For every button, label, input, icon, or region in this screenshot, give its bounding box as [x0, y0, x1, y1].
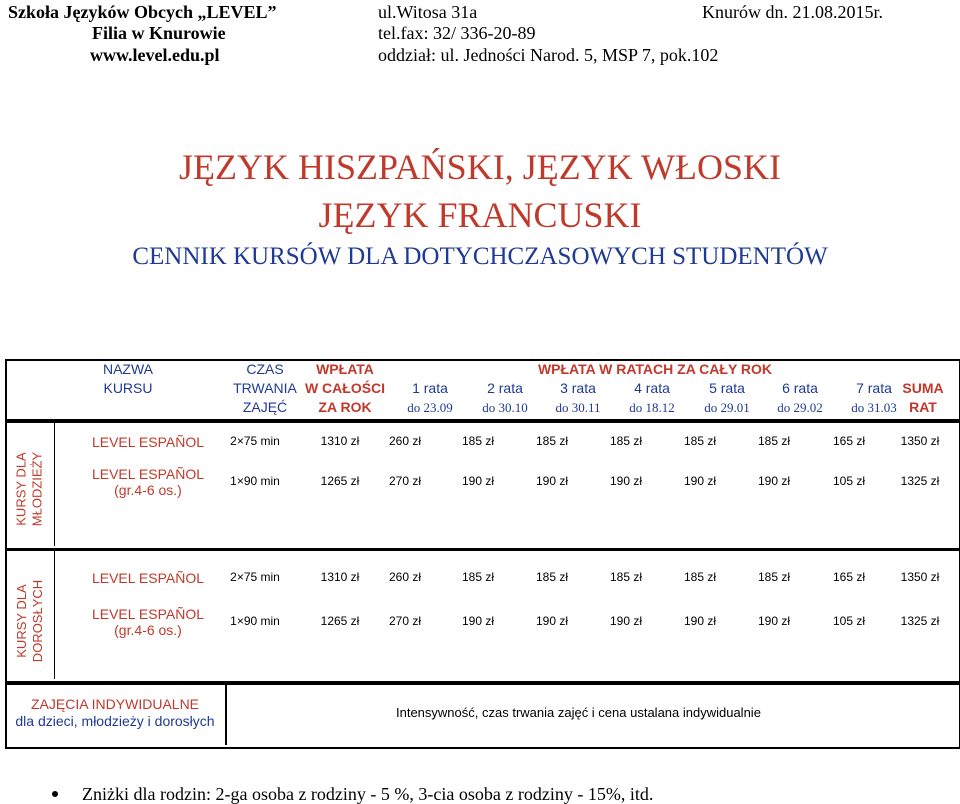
installment-price: 190 zł [683, 474, 717, 488]
course-name: LEVEL ESPAÑOL (gr.4-6 os.) [91, 606, 205, 638]
phone-number: tel.fax: 32/ 336-20-89 [378, 23, 536, 43]
branch-name: Filia w Knurowie [92, 23, 226, 43]
installment-price: 185 zł [757, 570, 791, 584]
course-time: 1×90 min [230, 474, 280, 488]
header-time: CZAS TRWANIA ZAJĘĆ [233, 361, 297, 415]
installment-price: 185 zł [683, 570, 717, 584]
installment-price: 185 zł [757, 434, 791, 448]
individual-lessons: ZAJĘCIA INDYWIDUALNE dla dzieci, młodzieży i dorosłych [15, 696, 215, 729]
installment-price: 190 zł [461, 474, 495, 488]
course-name: LEVEL ESPAÑOL (gr.4-6 os.) [91, 466, 205, 498]
header-installment-4: 4 rata do 18.12 [629, 380, 675, 415]
header-sum: SUMA RAT [902, 380, 944, 415]
sum-price: 1325 zł [900, 614, 940, 628]
sum-price: 1325 zł [900, 474, 940, 488]
street-address: ul.Witosa 31a [378, 2, 478, 22]
place-date: Knurów dn. 21.08.2015r. [702, 2, 883, 22]
course-time: 2×75 min [230, 434, 280, 448]
installment-price: 190 zł [757, 474, 791, 488]
installment-price: 185 zł [535, 434, 569, 448]
header-installment-2: 2 rata do 30.10 [482, 380, 528, 415]
group-label-youth: KURSY DLA MŁODZIEŻY [13, 451, 45, 527]
header-installment-1: 1 rata do 23.09 [407, 380, 453, 415]
installment-price: 190 zł [757, 614, 791, 628]
course-time: 2×75 min [230, 570, 280, 584]
full-price: 1310 zł [320, 434, 360, 448]
full-price: 1310 zł [320, 570, 360, 584]
installment-price: 105 zł [832, 614, 866, 628]
installment-price: 185 zł [683, 434, 717, 448]
header-installments-title: WPŁATA W RATACH ZA CAŁY ROK [537, 361, 773, 377]
school-name: Szkoła Języków Obcych „LEVEL” [8, 2, 277, 22]
installment-price: 190 zł [535, 474, 569, 488]
installment-price: 165 zł [832, 570, 866, 584]
website[interactable]: www.level.edu.pl [90, 45, 220, 65]
discount-item [52, 784, 653, 804]
header-full-payment: WPŁATA W CAŁOŚCI ZA ROK [304, 361, 386, 415]
title-languages: JĘZYK HISZPAŃSKI, JĘZYK WŁOSKI [178, 147, 781, 187]
installment-price: 260 zł [388, 570, 422, 584]
installment-price: 190 zł [609, 614, 643, 628]
installment-price: 105 zł [832, 474, 866, 488]
course-name: LEVEL ESPAÑOL [91, 570, 205, 586]
full-price: 1265 zł [320, 614, 360, 628]
header-name: NAZWA KURSU [102, 361, 154, 396]
installment-price: 185 zł [461, 570, 495, 584]
bullet-icon [52, 791, 58, 797]
individual-note: Intensywność, czas trwania zajęć i cena ustalana indywidualnie [396, 705, 761, 720]
installment-price: 185 zł [535, 570, 569, 584]
installment-price: 270 zł [388, 614, 422, 628]
installment-price: 190 zł [683, 614, 717, 628]
header-installment-6: 6 rata do 29.02 [777, 380, 823, 415]
individual-divider [225, 683, 228, 745]
installment-price: 165 zł [832, 434, 866, 448]
sum-price: 1350 zł [900, 570, 940, 584]
division-address: oddział: ul. Jedności Narod. 5, MSP 7, pok.102 [378, 45, 719, 65]
course-time: 1×90 min [230, 614, 280, 628]
full-price: 1265 zł [320, 474, 360, 488]
installment-price: 190 zł [535, 614, 569, 628]
title-french: JĘZYK FRANCUSKI [318, 195, 642, 235]
installment-price: 260 zł [388, 434, 422, 448]
header-installment-7: 7 rata do 31.03 [851, 380, 897, 415]
installment-price: 185 zł [461, 434, 495, 448]
installment-price: 190 zł [461, 614, 495, 628]
installment-price: 270 zł [388, 474, 422, 488]
installment-price: 185 zł [609, 434, 643, 448]
installment-price: 185 zł [609, 570, 643, 584]
header-installment-3: 3 rata do 30.11 [555, 380, 601, 415]
title-price-list: CENNIK KURSÓW DLA DOTYCHCZASOWYCH STUDENTÓW [132, 243, 828, 270]
discount-text: Zniżki dla rodzin: 2-ga osoba z rodziny - 5 %, 3-cia osoba z rodziny - 15%, itd. [82, 784, 654, 804]
course-name: LEVEL ESPAÑOL [91, 434, 205, 450]
header-installment-5: 5 rata do 29.01 [704, 380, 750, 415]
sum-price: 1350 zł [900, 434, 940, 448]
installment-price: 190 zł [609, 474, 643, 488]
group-label-adults: KURSY DLA DOROSŁYCH [14, 579, 45, 663]
